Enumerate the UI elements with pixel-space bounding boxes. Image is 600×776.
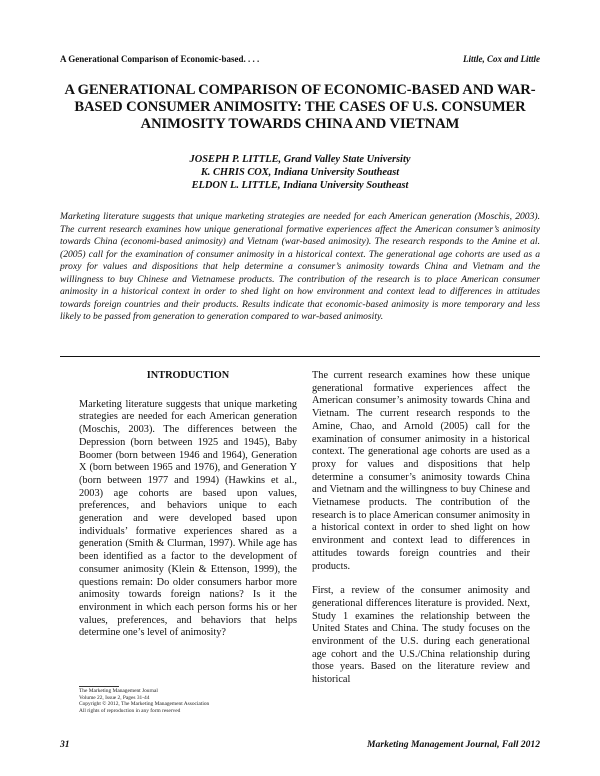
body-paragraph-2: First, a review of the consumer animosity and generational differences literature is provided. Next, Study 1 examines the relationship between the United States and China. The study focuses on the environment of the U.S. during each generational age cohort and the U.S./China relationship during those years. Based on the literature review and historical bbox=[312, 585, 530, 686]
journal-note-line: All rights of reproduction in any form reserved bbox=[79, 707, 181, 714]
journal-citation: Marketing Management Journal, Fall 2012 bbox=[367, 739, 540, 750]
running-header-left: A Generational Comparison of Economic-based. . . . bbox=[60, 54, 260, 64]
body-paragraph-1: The current research examines how these unique generational formative experiences affect the American consumer’s animosity towards China and Vietnam. The current research responds to the Amine, Chao, and Arnold (2005) call for the examination of consumer animosity in a historical context. The generational age cohorts are used as a proxy for values and dispositions that help determine a consumer’s animosity towards China and Vietnam and the willingness to buy Chinese and Vietnamese products. The contribution of the research is to place American consumer animosity in a historical context in order to shed light on how environment and context lead to differences in attitudes towards foreign countries and their products. bbox=[312, 370, 530, 572]
journal-note-line: Volume 22, Issue 2, Pages 31-44 bbox=[79, 694, 150, 701]
section-divider bbox=[60, 356, 540, 357]
page-number: 31 bbox=[60, 739, 70, 750]
author-1: JOSEPH P. LITTLE, Grand Valley State University bbox=[189, 154, 411, 165]
abstract: Marketing literature suggests that unique marketing strategies are needed for each American generation (Moschis, 2003). The current research examines how unique generational formative experiences affect the American consumer’s animosity towards China (economi-based animosity) and Vietnam (war-based animosity). The research responds to the Amine et al. (2005) call for the examination of consumer animosity in a historical context. The generational age cohorts are used as a proxy for values and dispositions that help determine a consumer’s animosity towards China and Vietnam and the willingness to buy Chinese and Vietnamese products. The contribution of the research is to place American consumer animosity in a historical context in order to shed light on how environment and context lead to differences in attitudes towards foreign countries and their products. Results indicate that economic-based animosity is more temporary and less likely to be passed from generation to generation compared to war-based animosity. bbox=[60, 211, 540, 322]
journal-note-line: The Marketing Management Journal bbox=[79, 688, 158, 694]
paper-title: A GENERATIONAL COMPARISON OF ECONOMIC-BASED AND WAR-BASED CONSUMER ANIMOSITY: THE CASES OF U.S. CONSUMER ANIMOSITY TOWARDS CHINA AND VIETNAM bbox=[64, 82, 536, 132]
author-list bbox=[60, 153, 540, 192]
journal-note bbox=[79, 688, 297, 714]
left-column bbox=[79, 370, 297, 652]
author-2: K. CHRIS COX, Indiana University Southeast bbox=[200, 167, 400, 178]
journal-note-line: Copyright © 2012, The Marketing Management Association bbox=[79, 701, 210, 708]
introduction-heading: INTRODUCTION bbox=[146, 370, 230, 381]
author-3: ELDON L. LITTLE, Indiana University Southeast bbox=[191, 180, 409, 191]
right-column bbox=[312, 370, 530, 699]
running-header-right: Little, Cox and Little bbox=[463, 54, 540, 64]
introduction-paragraph: Marketing literature suggests that unique marketing strategies are needed for each American generation (Moschis, 2003). The differences between the Depression (born between 1925 and 1945), Baby Boomer (born between 1946 and 1964), Generation X (born between 1965 and 1976), and Generation Y (born between 1977 and 1994) (Hawkins et al., 2003) age cohorts are based upon values, preferences, and behaviors unique to each generation and were developed based upon individuals’ formative experiences shared as a generation (Smith & Clurman, 1997). While age has been identified as a factor to the development of consumer animosity (Klein & Ettenson, 1999), the questions remain: Do older consumers harbor more animosity towards foreign nations? Is it the environment in which each person forms his or her values, preferences, and behaviors that helps determine one’s level of animosity? bbox=[79, 398, 297, 639]
